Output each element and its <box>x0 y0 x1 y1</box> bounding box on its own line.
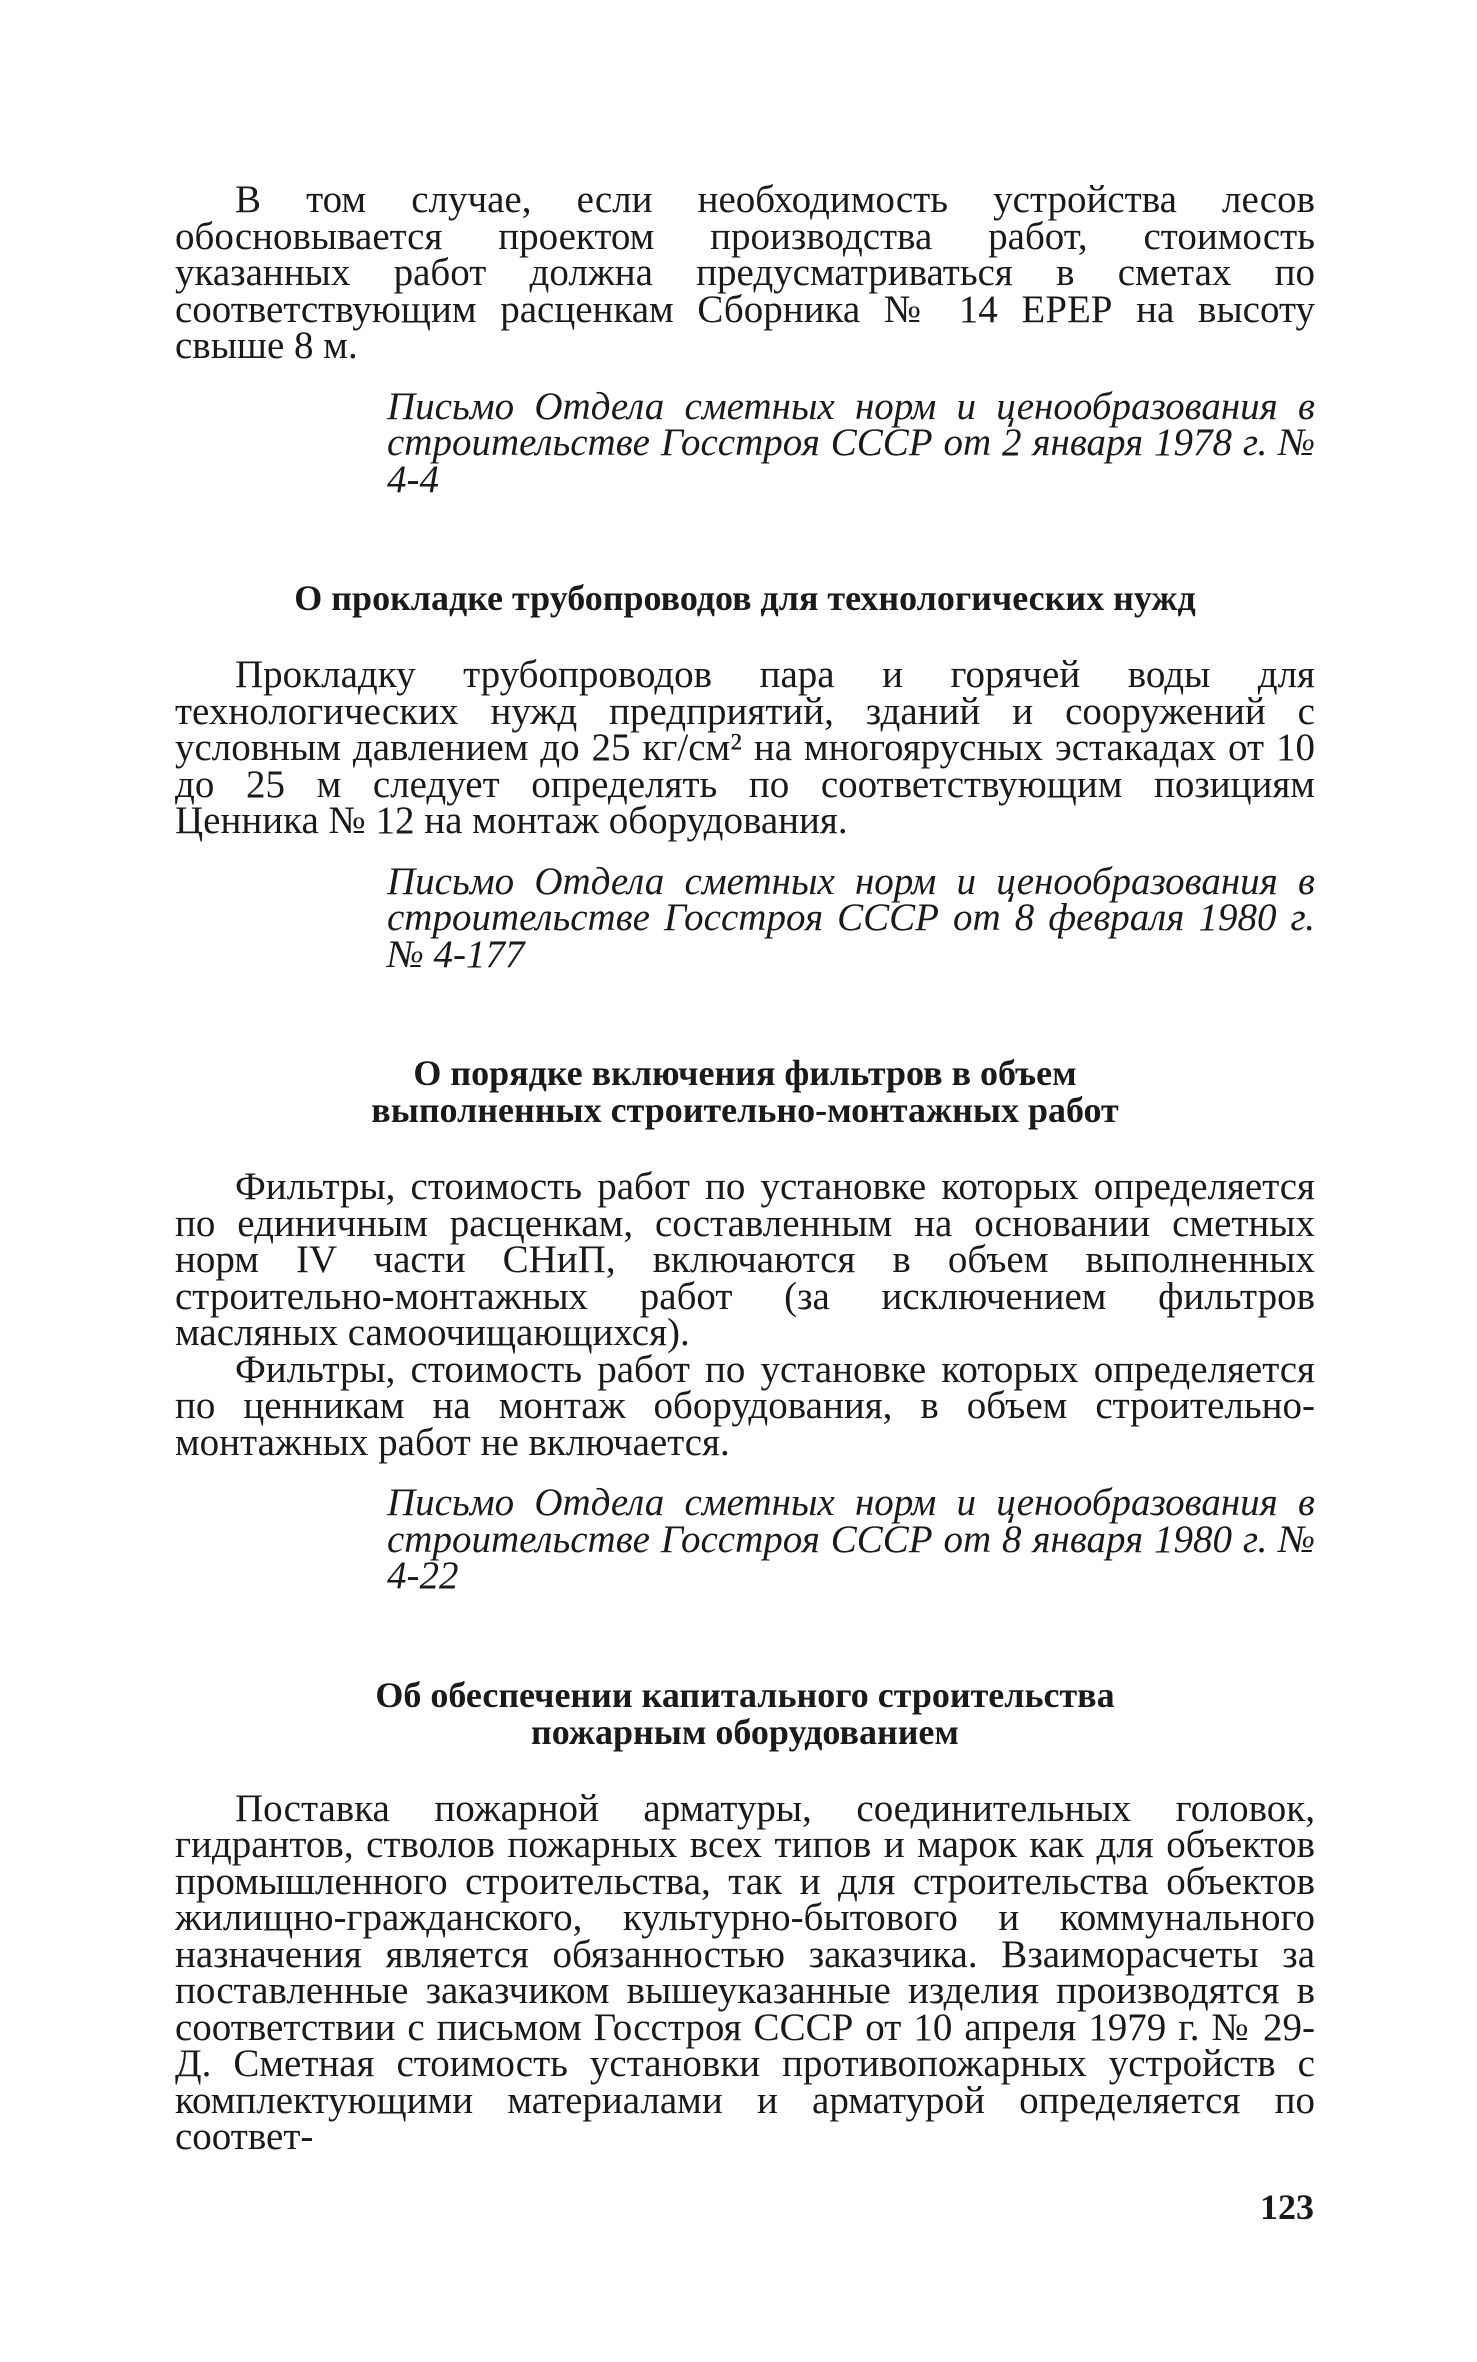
section-heading-line-1: О порядке включения фильтров в объем <box>413 1053 1077 1093</box>
section-pipelines <box>175 578 1315 976</box>
section-heading: О прокладке трубопроводов для технологических нужд <box>294 578 1196 618</box>
section-heading-line-1: Об обеспечении капитального строительства <box>375 1674 1115 1715</box>
intro-paragraph: В том случае, если необходимость устройства лесов обосновывается проектом производства работ, стоимость указанных работ должна предусматриваться в сметах по соответствующим расценкам Сборника № 14 ЕРЕР на высоту свыше 8 м. <box>175 178 1315 367</box>
section-paragraph: Поставка пожарной арматуры, соединительных головок, гидрантов, стволов пожарных всех типов и марок как для объектов промышленного строительства, так и для строительства объектов жилищно-гражданского, культурно-бытового и коммунального назначения является обязанностью заказчика. Взаиморасчеты за поставленные заказчиком вышеуказанные изделия производятся в соответствии с письмом Госстроя СССР от 10 апреля 1979 г. № 29-Д. Сметная стоимость установки противопожарных устройств с комплектующими материалами и арматурой определяется по соответ- <box>175 1786 1315 2158</box>
section-reference: Письмо Отдела сметных норм и ценообразования в строительстве Госстроя СССР от 8 февраля 1980 г. № 4-177 <box>387 859 1315 976</box>
section-paragraph: Фильтры, стоимость работ по установке которых определяется по ценникам на монтаж оборудования, в объем строительно-монтажных работ не включается. <box>175 1347 1315 1464</box>
section-heading-line-2: выполненных строительно-монтажных работ <box>371 1090 1119 1130</box>
page-number: 123 <box>1260 2187 1314 2227</box>
document-page <box>175 178 1315 2158</box>
section-reference: Письмо Отдела сметных норм и ценообразования в строительстве Госстроя СССР от 8 января 1980 г. № 4-22 <box>387 1481 1315 1597</box>
section-paragraph: Фильтры, стоимость работ по установке которых определяется по единичным расценкам, составленным на основании сметных норм IV части СНиП, включаются в объем выполненных строительно-монтажных работ (за исключением фильтров масляных самоочищающихся). <box>175 1165 1315 1354</box>
section-fire-equipment <box>175 1674 1315 2158</box>
intro-reference: Письмо Отдела сметных норм и ценообразования в строительстве Госстроя СССР от 2 января 1978 г. № 4-4 <box>387 384 1315 501</box>
section-filters <box>175 1055 1315 1595</box>
section-heading-line-2: пожарным оборудованием <box>531 1711 959 1752</box>
section-paragraph: Прокладку трубопроводов пара и горячей воды для технологических нужд предприятий, зданий и сооружений с условным давлением до 25 кг/см² на многоярусных эстакадах от 10 до 25 м следует определять по соответствующим позициям Ценника № 12 на монтаж оборудования. <box>175 653 1315 842</box>
